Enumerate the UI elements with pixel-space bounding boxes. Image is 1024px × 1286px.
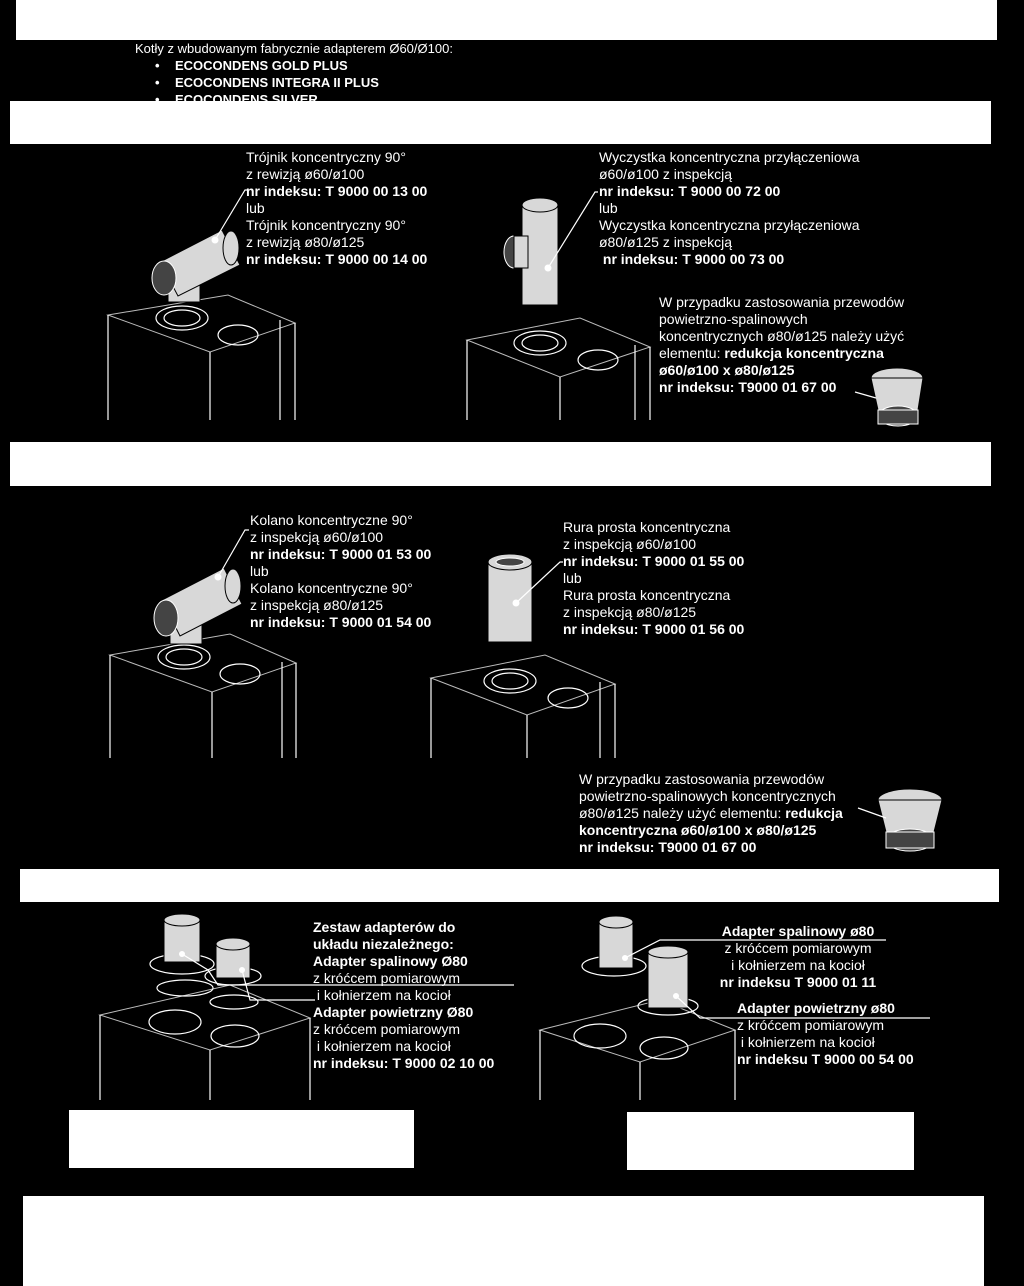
note-line <box>579 805 843 822</box>
part-name: Wyczystka koncentryczna przyłączeniowa <box>599 217 860 233</box>
part-name: Wyczystka koncentryczna przyłączeniowa <box>599 149 860 165</box>
part-spec: z króćcem pomiarowym <box>313 970 461 986</box>
boiler-drawing-6 <box>540 916 735 1100</box>
s1-right-label <box>599 149 860 268</box>
part-index: nr indeksu T 9000 00 54 00 <box>737 1051 914 1067</box>
or-text: lub <box>599 200 618 216</box>
note-line: powietrzno-spalinowych koncentrycznych <box>579 788 836 804</box>
part-spec: z króćcem pomiarowym <box>313 1021 461 1037</box>
part-index: nr indeksu: T 9000 00 14 00 <box>246 251 428 267</box>
part-index: nr indeksu: T 9000 02 10 00 <box>313 1055 495 1071</box>
note-index: nr indeksu: T9000 01 67 00 <box>659 379 837 395</box>
model-item: • ECOCONDENS GOLD PLUS <box>135 57 453 74</box>
s1-note <box>659 294 904 396</box>
note-line: powietrzno-spalinowych <box>659 311 808 327</box>
s1-left-label <box>246 149 427 268</box>
part-spec: z inspekcją ø80/ø125 <box>563 604 697 620</box>
part-spec: z inspekcją ø60/ø100 <box>250 529 384 545</box>
part-spec: z rewizją ø80/ø125 <box>246 234 365 250</box>
part-spec: ø60/ø100 z inspekcją <box>599 166 733 182</box>
intro-block <box>135 40 453 108</box>
note-line: W przypadku zastosowania przewodów <box>579 771 825 787</box>
note-line: koncentryczna ø60/ø100 x ø80/ø125 <box>579 822 817 838</box>
part-index: nr indeksu: T 9000 00 73 00 <box>599 251 785 267</box>
part-spec: z króćcem pomiarowym <box>724 940 872 956</box>
part-name: Rura prosta koncentryczna <box>563 519 731 535</box>
note-part-name: redukcja <box>785 805 843 821</box>
part-name: Kolano koncentryczne 90° <box>250 512 413 528</box>
part-spec: z rewizją ø60/ø100 <box>246 166 365 182</box>
intro-heading: Kotły z wbudowanym fabrycznie adapterem Ø60/Ø100: <box>135 41 453 56</box>
part-spec: z króćcem pomiarowym <box>737 1017 885 1033</box>
note-text: ø80/ø125 należy użyć elementu: <box>579 805 786 821</box>
part-spec: z inspekcją ø60/ø100 <box>563 536 697 552</box>
s2-left-label <box>250 512 431 631</box>
boiler-drawing-5 <box>100 914 310 1100</box>
reducer-drawing-2 <box>878 789 942 851</box>
part-name: Trójnik koncentryczny 90° <box>246 149 406 165</box>
part-name: Adapter spalinowy ø80 <box>721 923 875 939</box>
s2-right-label <box>563 519 744 638</box>
part-spec: z inspekcją ø80/ø125 <box>250 597 384 613</box>
part-spec: i kołnierzem na kocioł <box>313 987 451 1003</box>
part-name: Adapter spalinowy Ø80 <box>313 953 468 969</box>
note-part-name: redukcja koncentryczna <box>724 345 884 361</box>
part-index: nr indeksu T 9000 01 11 <box>719 974 877 990</box>
note-index: nr indeksu: T9000 01 67 00 <box>579 839 757 855</box>
note-line: ø60/ø100 x ø80/ø125 <box>659 362 795 378</box>
part-name: Rura prosta koncentryczna <box>563 587 731 603</box>
part-name: Kolano koncentryczne 90° <box>250 580 413 596</box>
s2-note <box>579 771 843 856</box>
part-spec: i kołnierzem na kocioł <box>731 957 865 973</box>
part-index: nr indeksu: T 9000 01 53 00 <box>250 546 432 562</box>
part-name: Trójnik koncentryczny 90° <box>246 217 406 233</box>
kit-title: Zestaw adapterów do <box>313 919 456 935</box>
kit-title: układu niezależnego: <box>313 936 454 952</box>
part-spec: i kołnierzem na kocioł <box>737 1034 875 1050</box>
model-item: • ECOCONDENS SILVER <box>135 91 453 108</box>
s3-right-label-2 <box>737 1000 914 1068</box>
part-index: nr indeksu: T 9000 01 54 00 <box>250 614 432 630</box>
or-text: lub <box>246 200 265 216</box>
note-line: koncentrycznych ø80/ø125 należy użyć <box>659 328 905 344</box>
s3-right-label-1 <box>714 923 882 991</box>
part-name: Adapter powietrzny ø80 <box>737 1000 895 1016</box>
s3-left-label <box>313 919 494 1072</box>
part-index: nr indeksu: T 9000 01 55 00 <box>563 553 745 569</box>
part-index: nr indeksu: T 9000 00 72 00 <box>599 183 781 199</box>
part-index: nr indeksu: T 9000 01 56 00 <box>563 621 745 637</box>
or-text: lub <box>250 563 269 579</box>
note-line: W przypadku zastosowania przewodów <box>659 294 905 310</box>
part-index: nr indeksu: T 9000 00 13 00 <box>246 183 428 199</box>
note-text: elementu: <box>659 345 725 361</box>
model-item: • ECOCONDENS INTEGRA II PLUS <box>135 74 453 91</box>
part-spec: i kołnierzem na kocioł <box>313 1038 451 1054</box>
part-spec: ø80/ø125 z inspekcją <box>599 234 733 250</box>
or-text: lub <box>563 570 582 586</box>
part-name: Adapter powietrzny Ø80 <box>313 1004 474 1020</box>
note-line <box>659 345 904 362</box>
